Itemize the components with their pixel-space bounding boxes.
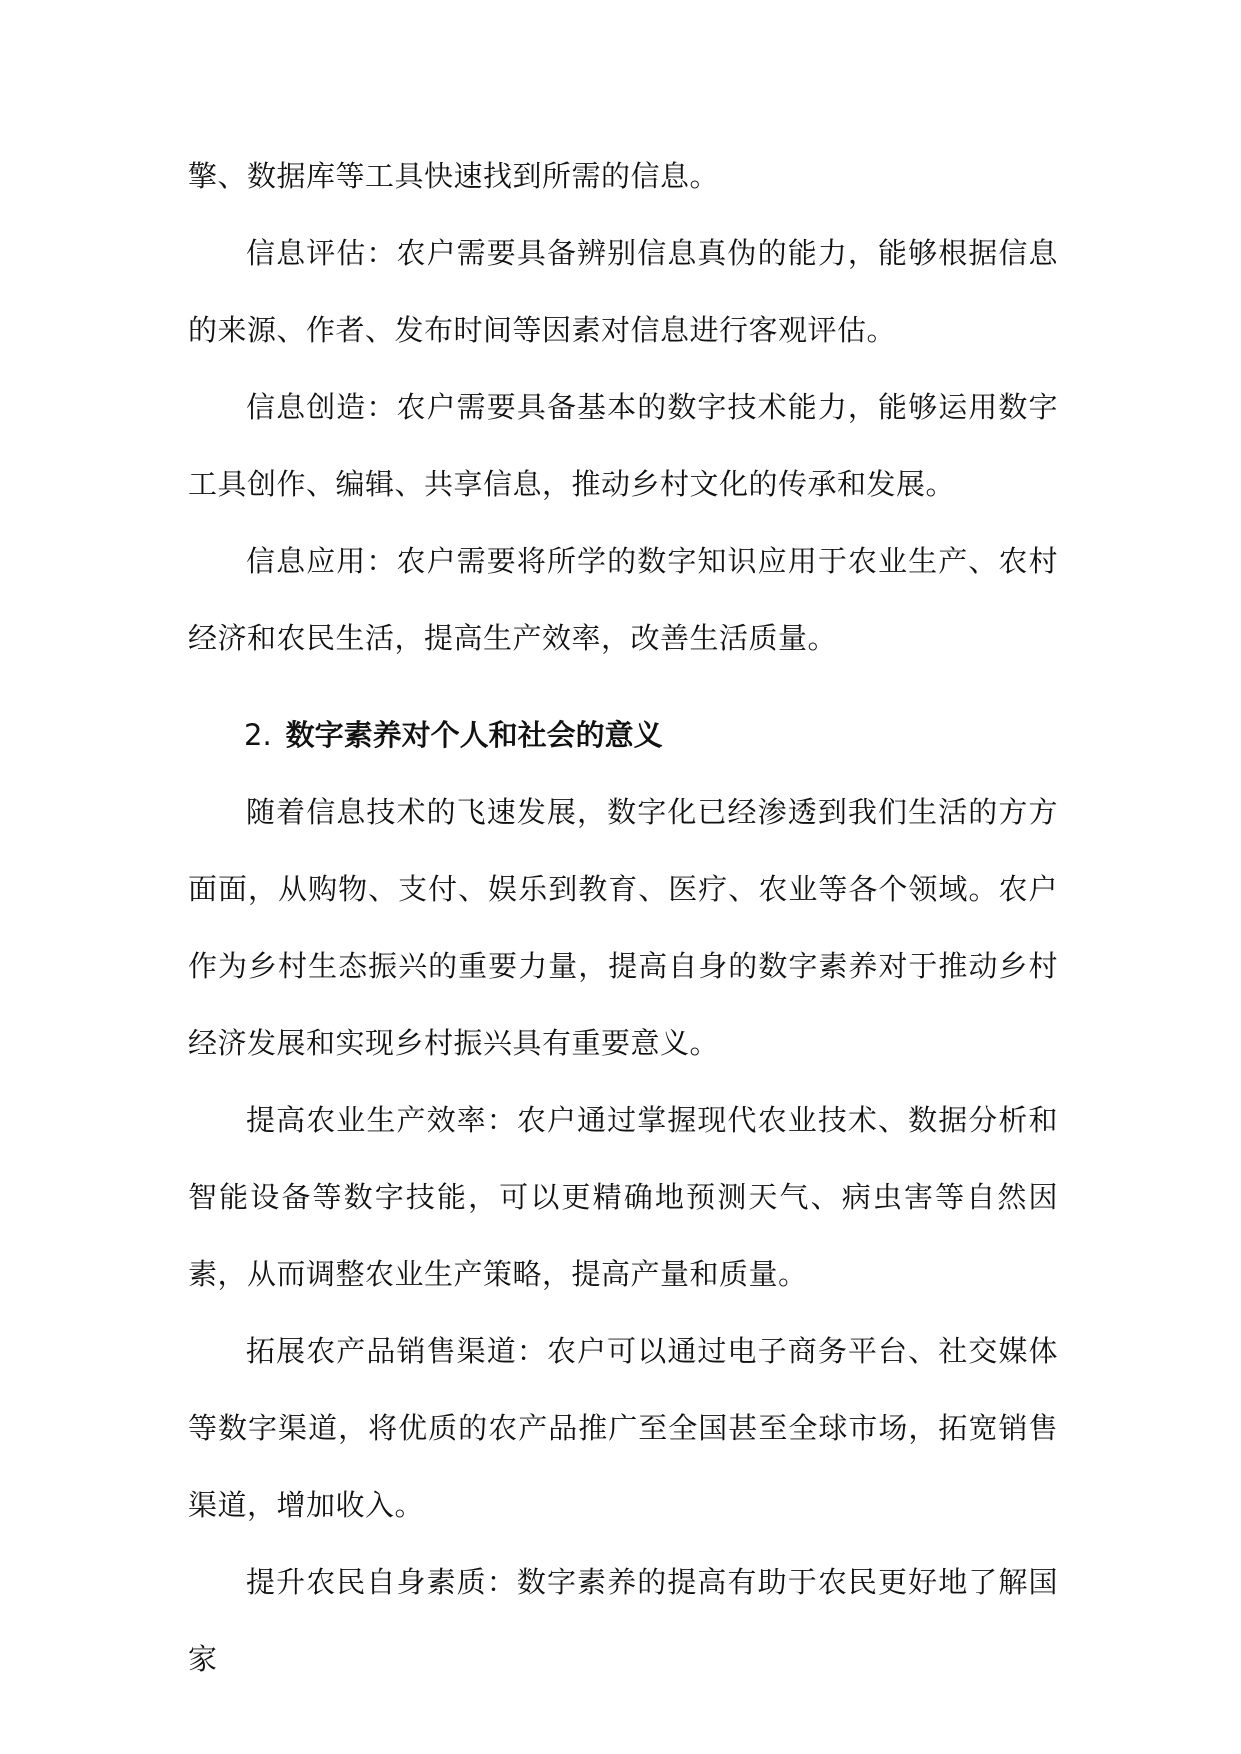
section-number: 2.: [244, 718, 272, 752]
paragraph-information-creation: 信息创造：农户需要具备基本的数字技术能力，能够运用数字工具创作、编辑、共享信息，推动乡村文化的传承和发展。: [188, 390, 1058, 501]
document-body: [188, 138, 1058, 1698]
paragraph-information-application: 信息应用：农户需要将所学的数字知识应用于农业生产、农村经济和农民生活，提高生产效率，改善生活质量。: [188, 544, 1058, 655]
paragraph-digitalization-intro: 随着信息技术的飞速发展，数字化已经渗透到我们生活的方方面面，从购物、支付、娱乐到教育、医疗、农业等各个领域。农户作为乡村生态振兴的重要力量，提高自身的数字素养对于推动乡村经济发展和实现乡村振兴具有重要意义。: [188, 795, 1058, 1060]
paragraph-farmer-quality: 提升农民自身素质：数字素养的提高有助于农民更好地了解国家: [188, 1565, 1058, 1676]
paragraph-continuation: 擎、数据库等工具快速找到所需的信息。: [188, 159, 720, 193]
paragraph-production-efficiency: 提高农业生产效率：农户通过掌握现代农业技术、数据分析和智能设备等数字技能，可以更精确地预测天气、病虫害等自然因素，从而调整农业生产策略，提高产量和质量。: [188, 1103, 1058, 1291]
paragraph-information-evaluation: 信息评估：农户需要具备辨别信息真伪的能力，能够根据信息的来源、作者、发布时间等因素对信息进行客观评估。: [188, 236, 1058, 347]
section-title: 数字素养对个人和社会的意义: [285, 718, 663, 752]
paragraph-sales-channels: 拓展农产品销售渠道：农户可以通过电子商务平台、社交媒体等数字渠道，将优质的农产品推广至全国甚至全球市场，拓宽销售渠道，增加收入。: [188, 1334, 1058, 1522]
section-heading: [188, 697, 1058, 774]
